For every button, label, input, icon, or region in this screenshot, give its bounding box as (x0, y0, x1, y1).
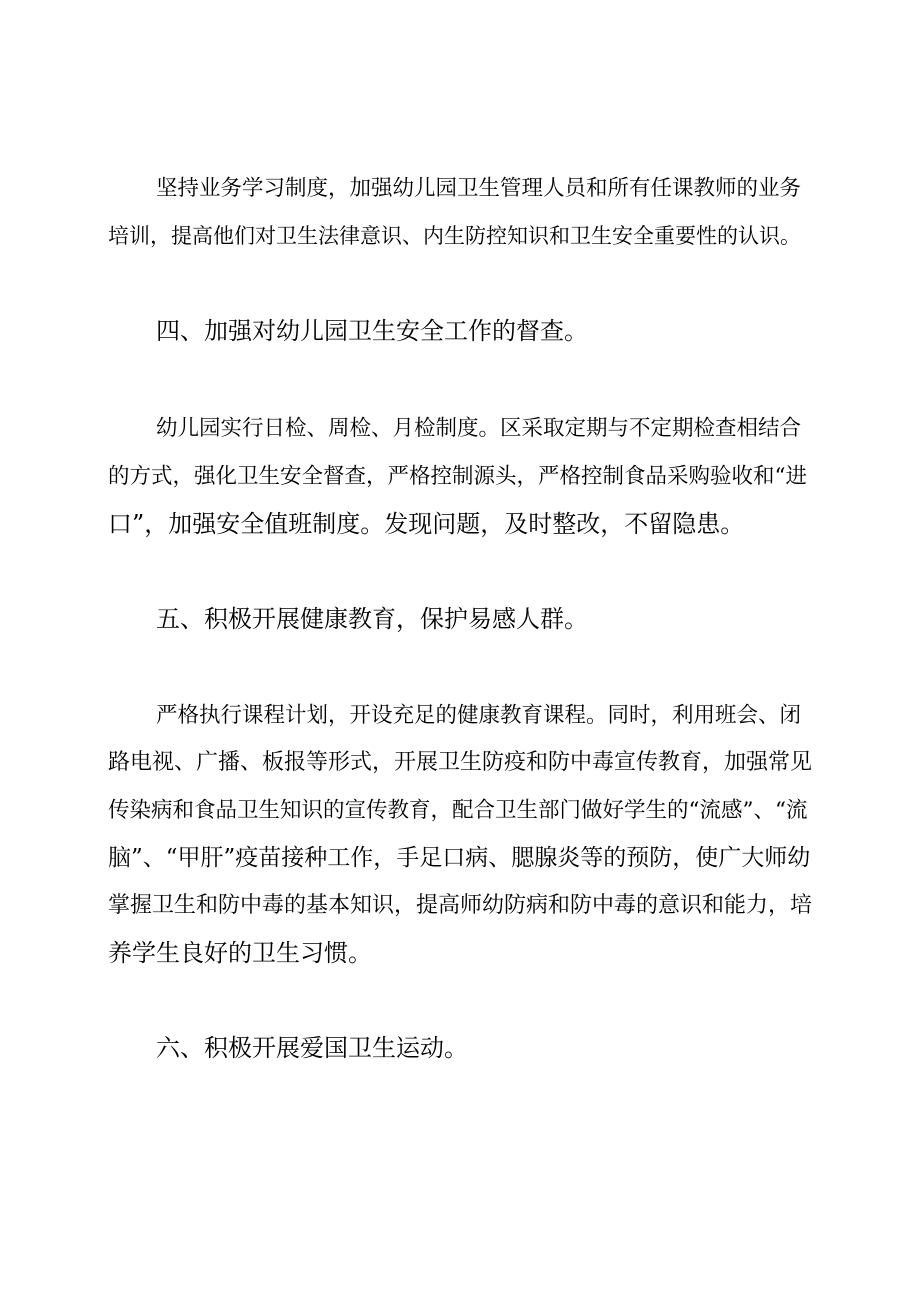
paragraph-3-line-4: 脑”、“甲肝”疫苗接种工作，手足口病、腮腺炎等的预防，使广大师幼 (108, 845, 811, 871)
paragraph-1-line-2: 培训，提高他们对卫生法律意识、内生防控知识和卫生安全重要性的认识。 (108, 224, 801, 248)
section-heading-4: 四、加强对幼儿园卫生安全工作的督查。 (156, 317, 588, 345)
paragraph-2-line-3: 口”，加强安全值班制度。发现问题，及时整改，不留隐患。 (108, 510, 745, 538)
paragraph-1-line-1: 坚持业务学习制度，加强幼儿园卫生管理人员和所有任课教师的业务 (156, 176, 802, 201)
paragraph-3-line-6: 养学生良好的卫生习惯。 (108, 939, 372, 967)
paragraph-3-line-1: 严格执行课程计划，开设充足的健康教育课程。同时，利用班会、闭 (156, 703, 802, 728)
paragraph-2-line-1: 幼儿园实行日检、周检、月检制度。区采取定期与不定期检查相结合 (156, 416, 802, 441)
section-heading-6: 六、积极开展爱国卫生运动。 (156, 1034, 468, 1062)
paragraph-3-line-5: 掌握卫生和防中毒的基本知识，提高师幼防病和防中毒的意识和能力，培 (108, 893, 813, 918)
section-heading-5: 五、积极开展健康教育，保护易感人群。 (156, 605, 588, 633)
paragraph-3-line-3: 传染病和食品卫生知识的宣传教育，配合卫生部门做好学生的“流感”、“流 (108, 798, 808, 823)
paragraph-2-line-2: 的方式，强化卫生安全督查，严格控制源头，严格控制食品采购验收和“进 (108, 464, 807, 489)
paragraph-3-line-2: 路电视、广播、板报等形式，开展卫生防疫和防中毒宣传教育，加强常见 (108, 750, 813, 775)
